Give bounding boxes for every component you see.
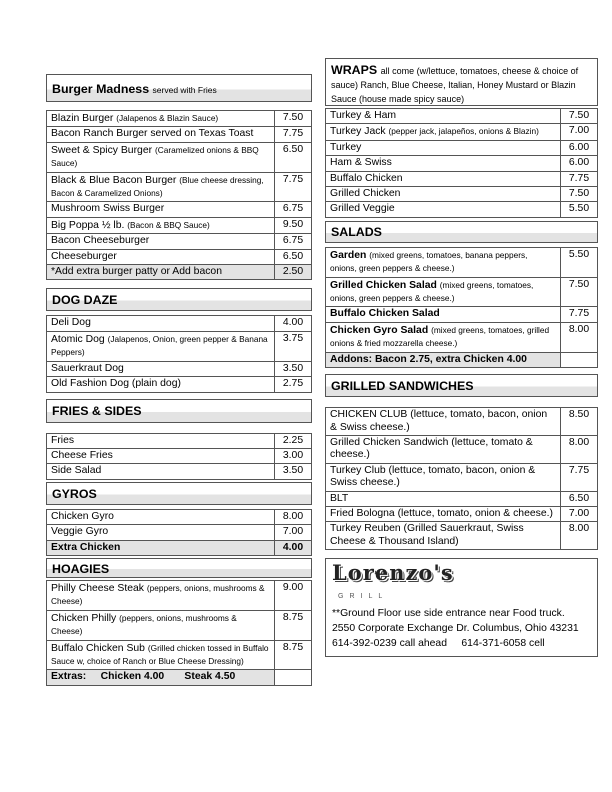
table-row: Sauerkraut Dog 3.50 [47, 361, 312, 376]
grilled-header [325, 374, 598, 397]
price: 8.00 [275, 509, 312, 524]
price: 6.75 [275, 202, 312, 217]
price: 8.00 [561, 322, 598, 352]
right-column [325, 58, 598, 657]
table-row: BLT 6.50 [326, 491, 598, 506]
price: 6.00 [561, 140, 598, 155]
table-row: Deli Dog 4.00 [47, 316, 312, 331]
burger-title: Burger Madness [52, 82, 150, 96]
price: 8.00 [561, 435, 598, 463]
table-row: Philly Cheese Steak (peppers, onions, mushrooms & Cheese) 9.00 [47, 580, 312, 610]
burger-subtitle: served with Fries [152, 85, 217, 95]
table-row: Turkey 6.00 [326, 140, 598, 155]
gyros-header [46, 482, 312, 505]
address: 2550 Corporate Exchange Dr. Columbus, Ohio 43231 [332, 623, 579, 635]
table-row: Atomic Dog (Jalapenos, Onion, green pepper & Banana Peppers) 3.75 [47, 331, 312, 361]
price: 6.50 [561, 491, 598, 506]
table-row: Grilled Veggie 5.50 [326, 202, 598, 217]
salads-header [325, 221, 598, 243]
dog-title: DOG DAZE [52, 293, 118, 308]
hoagies-header [46, 558, 312, 578]
table-row: Veggie Gyro 7.00 [47, 525, 312, 540]
price: 3.00 [275, 448, 312, 463]
price: 6.50 [275, 142, 312, 172]
price: 5.50 [561, 247, 598, 277]
table-row: Buffalo Chicken 7.75 [326, 171, 598, 186]
fries-header [46, 399, 312, 423]
table-row: Bacon Cheeseburger 6.75 [47, 234, 312, 249]
hoagies-title: HOAGIES [52, 561, 110, 576]
left-column [46, 74, 312, 686]
wraps-table [325, 108, 598, 218]
price: 8.50 [561, 408, 598, 436]
table-row: Big Poppa ½ lb. (Bacon & BBQ Sauce) 9.50 [47, 217, 312, 233]
table-row: Side Salad 3.50 [47, 464, 312, 479]
price: 7.75 [561, 307, 598, 322]
table-row: Grilled Chicken Sandwich (lettuce, tomato & cheese.) 8.00 [326, 435, 598, 463]
table-row: Chicken Gyro Salad (mixed greens, tomatoes, grilled onions & fried mozzarella cheese.) 8.00 [326, 322, 598, 352]
burger-table [46, 110, 312, 280]
hoagies-table [46, 580, 312, 686]
grilled-title: GRILLED SANDWICHES [331, 379, 474, 394]
table-row: Chicken Gyro 8.00 [47, 509, 312, 524]
table-row: Black & Blue Bacon Burger (Blue cheese dressing, Bacon & Caramelized Onions) 7.75 [47, 172, 312, 202]
wraps-title: WRAPS [331, 63, 378, 77]
price: 8.00 [561, 522, 598, 550]
table-row: Old Fashion Dog (plain dog) 2.75 [47, 377, 312, 392]
price: 7.00 [561, 506, 598, 521]
table-row: Cheeseburger 6.50 [47, 249, 312, 264]
burger-extra-row: *Add extra burger patty or Add bacon 2.50 [47, 265, 312, 280]
table-row: Cheese Fries 3.00 [47, 448, 312, 463]
price: 8.75 [275, 610, 312, 640]
dog-table [46, 315, 312, 392]
table-row: Fried Bologna (lettuce, tomato, onion & cheese.) 7.00 [326, 506, 598, 521]
price: 7.00 [561, 124, 598, 140]
price: 7.75 [275, 172, 312, 202]
gyros-title: GYROS [52, 486, 97, 501]
gyros-table [46, 509, 312, 556]
price: 7.00 [275, 525, 312, 540]
table-row: Buffalo Chicken Salad 7.75 [326, 307, 598, 322]
price: 6.75 [275, 234, 312, 249]
entrance-note: **Ground Floor use side entrance near Food truck. [332, 608, 565, 620]
fries-title: FRIES & SIDES [52, 403, 142, 418]
gyros-extra-row: Extra Chicken 4.00 [47, 540, 312, 555]
price: 3.50 [275, 361, 312, 376]
price: 2.25 [275, 433, 312, 448]
price: 7.50 [561, 109, 598, 124]
price: 7.75 [561, 463, 598, 491]
price: 7.50 [275, 111, 312, 127]
price: 7.50 [561, 277, 598, 307]
info-box [325, 558, 598, 657]
salads-table [325, 247, 598, 368]
price: 7.75 [561, 171, 598, 186]
price: 9.50 [275, 217, 312, 233]
fries-table [46, 433, 312, 480]
table-row: Bacon Ranch Burger served on Texas Toast 7.75 [47, 127, 312, 142]
price: 7.50 [561, 187, 598, 202]
table-row: Fries 2.25 [47, 433, 312, 448]
wraps-subtitle: all come (w/lettuce, tomatoes, cheese & choice of sauce) Ranch, Blue Cheese, Italian, Honey Mustard or Blazin Sauce (house made spicy sauce) [331, 66, 579, 104]
salads-addons-row: Addons: Bacon 2.75, extra Chicken 4.00 [326, 352, 598, 367]
grilled-table [325, 407, 598, 550]
table-row: Ham & Swiss 6.00 [326, 156, 598, 171]
price: 9.00 [275, 580, 312, 610]
table-row: Grilled Chicken 7.50 [326, 187, 598, 202]
burger-header [46, 74, 312, 102]
table-row: Turkey Jack (pepper jack, jalapeños, onions & Blazin) 7.00 [326, 124, 598, 140]
hoagies-extras-row: Extras: Chicken 4.00 Steak 4.50 [47, 670, 312, 685]
table-row: Turkey Reuben (Grilled Sauerkraut, Swiss Cheese & Thousand Island) 8.00 [326, 522, 598, 550]
price: 2.75 [275, 377, 312, 392]
table-row: Grilled Chicken Salad (mixed greens, tomatoes, onions, green peppers & cheese.) 7.50 [326, 277, 598, 307]
table-row: Buffalo Chicken Sub (Grilled chicken tossed in Buffalo Sauce w, choice of Ranch or Blue Cheese Dressing) 8.75 [47, 640, 312, 670]
dog-header [46, 288, 312, 311]
table-row: Turkey Club (lettuce, tomato, bacon, onion & Swiss cheese.) 7.75 [326, 463, 598, 491]
phone-cell: 614-371-6058 cell [461, 638, 545, 650]
table-row: Blazin Burger (Jalapenos & Blazin Sauce) 7.50 [47, 111, 312, 127]
price: 3.75 [275, 331, 312, 361]
table-row: Sweet & Spicy Burger (Caramelized onions & BBQ Sauce) 6.50 [47, 142, 312, 172]
phone-call-ahead: 614-392-0239 call ahead [332, 638, 447, 650]
price: 8.75 [275, 640, 312, 670]
price: 4.00 [275, 316, 312, 331]
table-row: Garden (mixed greens, tomatoes, banana peppers, onions, green peppers & cheese.) 5.50 [326, 247, 598, 277]
table-row: Mushroom Swiss Burger 6.75 [47, 202, 312, 217]
table-row: CHICKEN CLUB (lettuce, tomato, bacon, onion & Swiss cheese.) 8.50 [326, 408, 598, 436]
table-row: Chicken Philly (peppers, onions, mushrooms & Cheese) 8.75 [47, 610, 312, 640]
table-row: Turkey & Ham 7.50 [326, 109, 598, 124]
price: 3.50 [275, 464, 312, 479]
price: 7.75 [275, 127, 312, 142]
phone-line [332, 636, 591, 651]
price: 6.00 [561, 156, 598, 171]
price: 5.50 [561, 202, 598, 217]
wraps-header [325, 58, 598, 106]
salads-title: SALADS [331, 224, 382, 239]
restaurant-logo: Lorenzo's GRILL [332, 560, 454, 601]
price: 6.50 [275, 249, 312, 264]
